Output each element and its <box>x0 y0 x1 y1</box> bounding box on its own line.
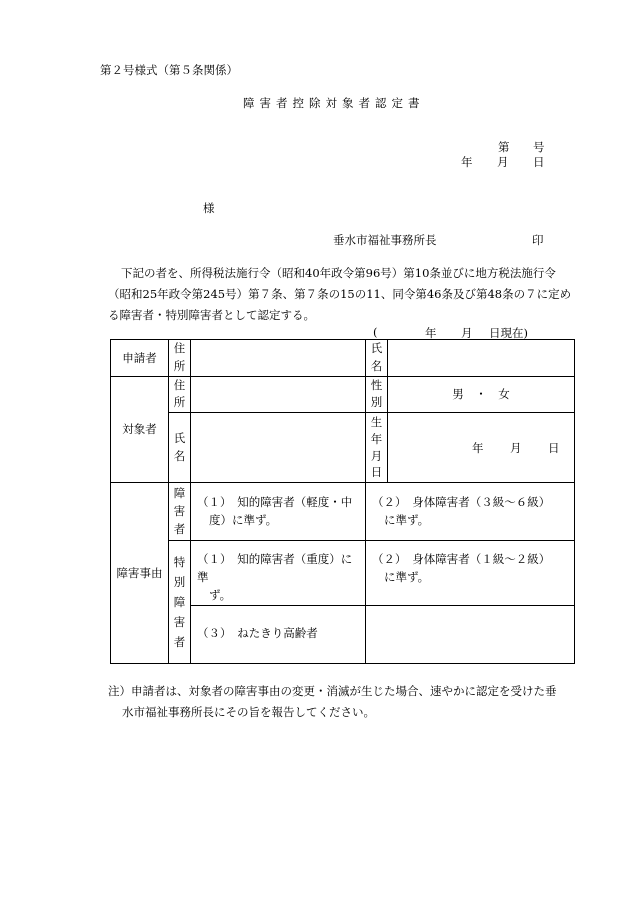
date-month: 月 <box>497 155 509 169</box>
option-intellectual-severe[interactable]: （１） 知的障害者（重度）に準 ず。 <box>191 541 366 605</box>
as-of-year: 年 <box>425 326 437 340</box>
body-line-1: 下記の者を、所得税法施行令（昭和40年政令第96号）第10条並びに地方税法施行令 <box>121 266 556 280</box>
subject-row-1 <box>111 376 575 413</box>
disabled-label: 障 害 者 <box>169 483 191 541</box>
subject-label: 対象者 <box>111 376 169 483</box>
date-year: 年 <box>461 155 473 169</box>
applicant-name-field[interactable] <box>388 340 575 377</box>
subject-name-field[interactable] <box>191 413 366 483</box>
body-line-3: る障害者・特別障害者として認定する。 <box>108 308 315 322</box>
option-physical-3-6[interactable]: （２） 身体障害者（３級～６級） に準ず。 <box>366 483 575 541</box>
subject-sex-label: 性 別 <box>366 376 388 413</box>
subject-row-2 <box>111 413 575 483</box>
applicant-name-label: 氏 名 <box>366 340 388 377</box>
subject-sex-options[interactable]: 男 ・ 女 <box>388 376 575 413</box>
seal-mark: 印 <box>532 233 544 247</box>
addressee-suffix: 様 <box>203 201 215 215</box>
as-of-open: ( <box>373 325 378 339</box>
empty-cell <box>366 605 575 663</box>
doc-number-prefix: 第 <box>498 140 510 154</box>
as-of-tail: 日現在) <box>489 326 528 340</box>
subject-address-label: 住 所 <box>169 376 191 413</box>
as-of-month: 月 <box>461 326 473 340</box>
date-day: 日 <box>533 155 545 169</box>
certification-table <box>110 339 575 664</box>
reason-label: 障害事由 <box>111 483 169 663</box>
page-title: 障害者控除対象者認定書 <box>243 96 425 110</box>
birth-date-label: 生 年 月 日 <box>366 413 388 483</box>
applicant-address-label: 住 所 <box>169 340 191 377</box>
option-physical-1-2[interactable]: （２） 身体障害者（１級～２級） に準ず。 <box>366 541 575 605</box>
issuer-name: 垂水市福祉事務所長 <box>333 233 437 247</box>
subject-name-label: 氏 名 <box>169 413 191 483</box>
applicant-address-field[interactable] <box>191 340 366 377</box>
applicant-label: 申請者 <box>111 340 169 377</box>
note-line-2: 水市福祉事務所長にその旨を報告してください。 <box>122 705 375 719</box>
option-bedridden-elderly[interactable]: （３） ねたきり高齢者 <box>191 605 366 663</box>
body-line-2: （昭和25年政令第245号）第７条、第７条の15の11、同令第46条及び第48条の７に定め <box>108 287 572 301</box>
disabled-row <box>111 483 575 541</box>
special-disabled-label: 特 別 障 害 者 <box>169 541 191 663</box>
option-intellectual-mild[interactable]: （１） 知的障害者（軽度・中 度）に準ず。 <box>191 483 366 541</box>
note-line-1: 注）申請者は、対象者の障害事由の変更・消滅が生じた場合、速やかに認定を受けた垂 <box>108 684 557 698</box>
birth-date-field[interactable]: 年 月 日 <box>388 413 575 483</box>
special-disabled-row-1 <box>111 541 575 605</box>
doc-number-suffix: 号 <box>533 140 545 154</box>
applicant-row <box>111 340 575 377</box>
subject-address-field[interactable] <box>191 376 366 413</box>
form-code: 第２号様式（第５条関係） <box>100 63 238 77</box>
